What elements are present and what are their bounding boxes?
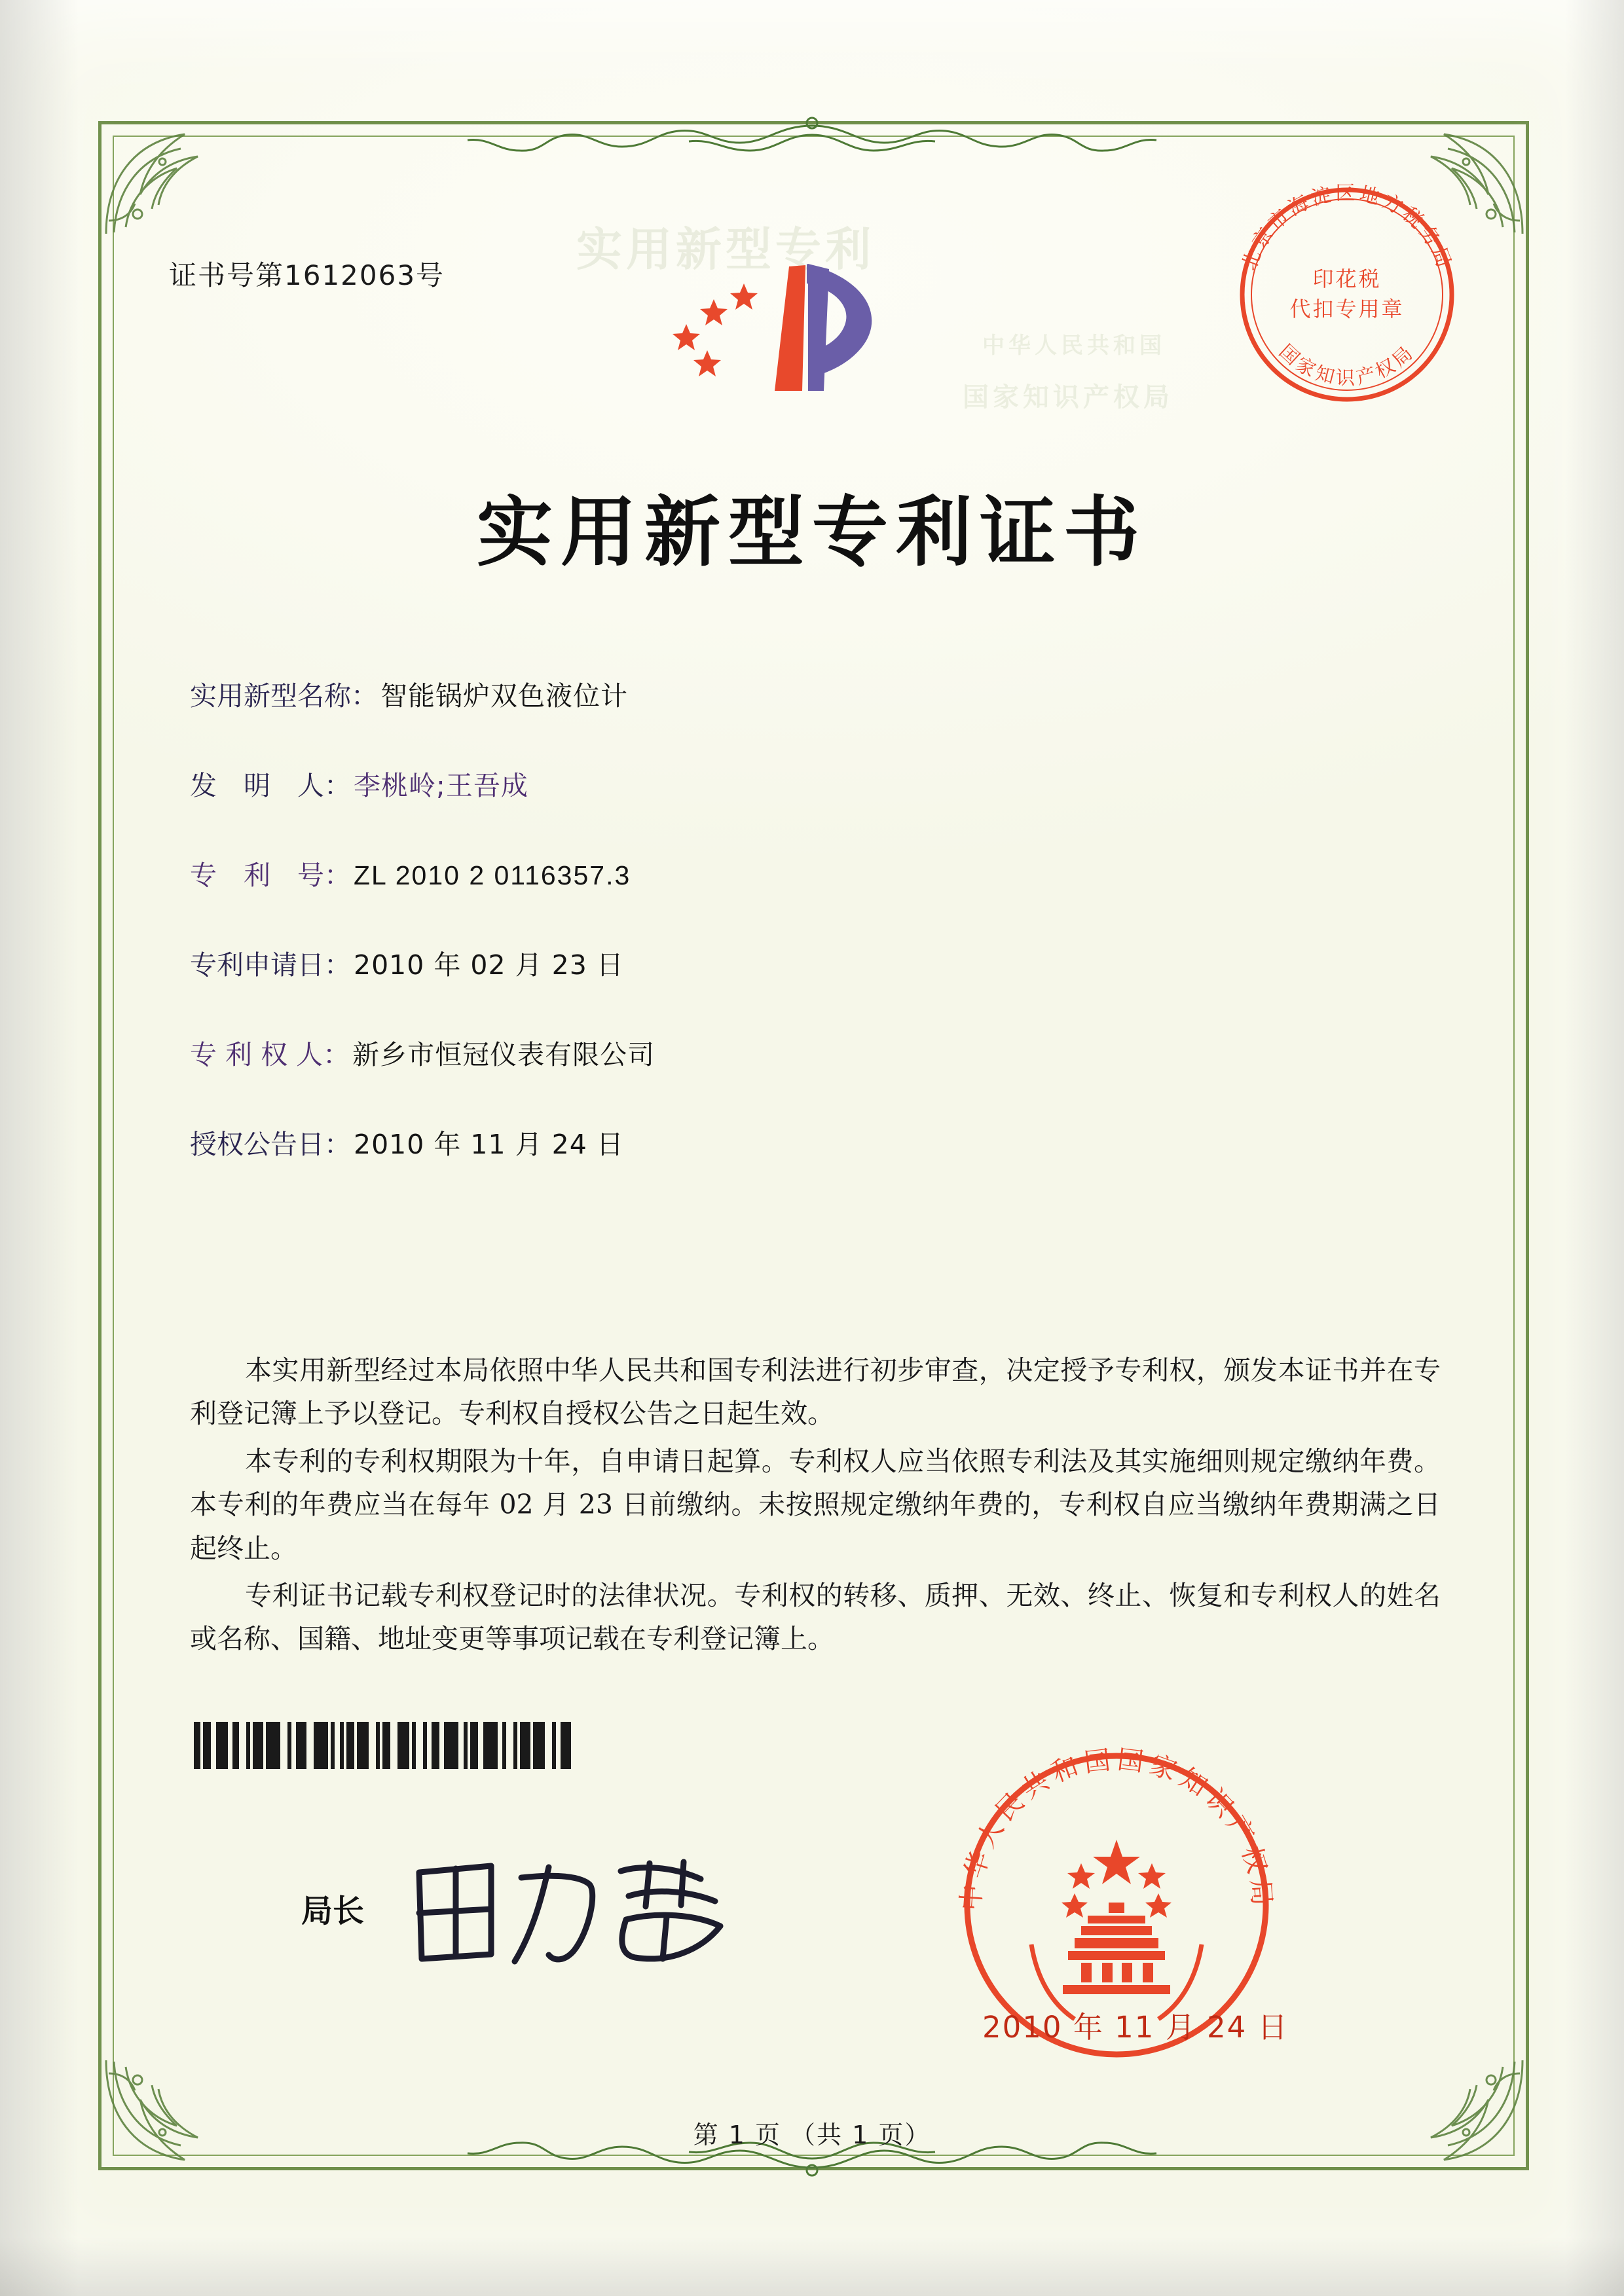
field-inventor [190, 764, 1434, 803]
certificate-number: 证书号第1612063号 [169, 259, 445, 291]
paragraph-1: 本实用新型经过本局依照中华人民共和国专利法进行初步审查，决定授予专利权，颁发本证书并在专利登记簿上予以登记。专利权自授权公告之日起生效。 [190, 1355, 1441, 1430]
svg-text:代扣专用章: 代扣专用章 [1289, 297, 1405, 321]
field-label: 专 利 权 人： [190, 1039, 350, 1070]
legal-text-block [190, 1349, 1441, 1665]
watermark-line-1: 中华人民共和国 [982, 334, 1166, 358]
corner-ornament-icon [100, 2054, 257, 2172]
scan-edge-shadow-bottom [0, 2237, 1624, 2296]
field-label: 实用新型名称： [190, 680, 378, 712]
director-signature [393, 1833, 747, 1990]
field-label: 专利申请日： [190, 949, 351, 981]
barcode [194, 1722, 678, 1769]
field-value: 智能锅炉双色液位计 [380, 680, 628, 712]
field-value: 2010 年 02 月 23 日 [354, 949, 624, 981]
field-label: 授权公告日： [190, 1129, 351, 1160]
field-application-date [190, 943, 1434, 982]
field-value: ZL 2010 2 0116357.3 [354, 860, 631, 890]
paragraph-2: 本专利的专利权期限为十年，自申请日起算。专利权人应当依照专利法及其实施细则规定缴纳年费。本专利的年费应当在每年 02 月 23 日前缴纳。未按照规定缴纳年费的，专利权自应当缴纳年费期满之日起终止。 [190, 1445, 1441, 1564]
tax-stamp-seal [1226, 173, 1468, 416]
svg-text:北京市海淀区地方税务局: 北京市海淀区地方税务局 [1238, 182, 1456, 274]
field-label: 专 利 号： [190, 860, 351, 891]
watermark-title: 实用新型专利 [576, 225, 875, 276]
corner-ornament-icon [100, 122, 257, 240]
svg-text:中华人民共和国国家知识产权局: 中华人民共和国国家知识产权局 [955, 1744, 1278, 1912]
field-grant-announcement-date [190, 1123, 1434, 1161]
field-patentee [190, 1033, 1434, 1072]
watermark-line-2: 国家知识产权局 [963, 382, 1173, 412]
field-list [190, 674, 1434, 1212]
page-footer: 第 1 页 （共 1 页） [693, 2121, 931, 2149]
top-flourish-icon [386, 113, 1238, 172]
field-patent-number [190, 854, 1434, 892]
field-value: 2010 年 11 月 24 日 [354, 1129, 624, 1160]
field-value: 新乡市恒冠仪表有限公司 [352, 1039, 655, 1070]
corner-ornament-icon [1372, 2054, 1529, 2172]
svg-text:国家知识产权局: 国家知识产权局 [1274, 340, 1420, 389]
seal-date: 2010 年 11 月 24 日 [982, 2010, 1289, 2045]
page-title: 实用新型专利证书 [477, 488, 1147, 577]
scan-edge-shadow-left [0, 0, 79, 2296]
scan-edge-shadow-right [1565, 0, 1624, 2296]
director-label: 局长 [301, 1893, 365, 1929]
field-value: 李桃岭;王吾成 [354, 770, 528, 801]
field-label: 发 明 人： [190, 770, 351, 801]
paragraph-3: 专利证书记载专利权登记时的法律状况。专利权的转移、质押、无效、终止、恢复和专利权人的姓名或名称、国籍、地址变更等事项记载在专利登记簿上。 [190, 1580, 1441, 1655]
cnipa-logo-icon [668, 252, 943, 416]
svg-text:印花税: 印花税 [1312, 266, 1382, 291]
field-utility-model-name [190, 674, 1434, 713]
